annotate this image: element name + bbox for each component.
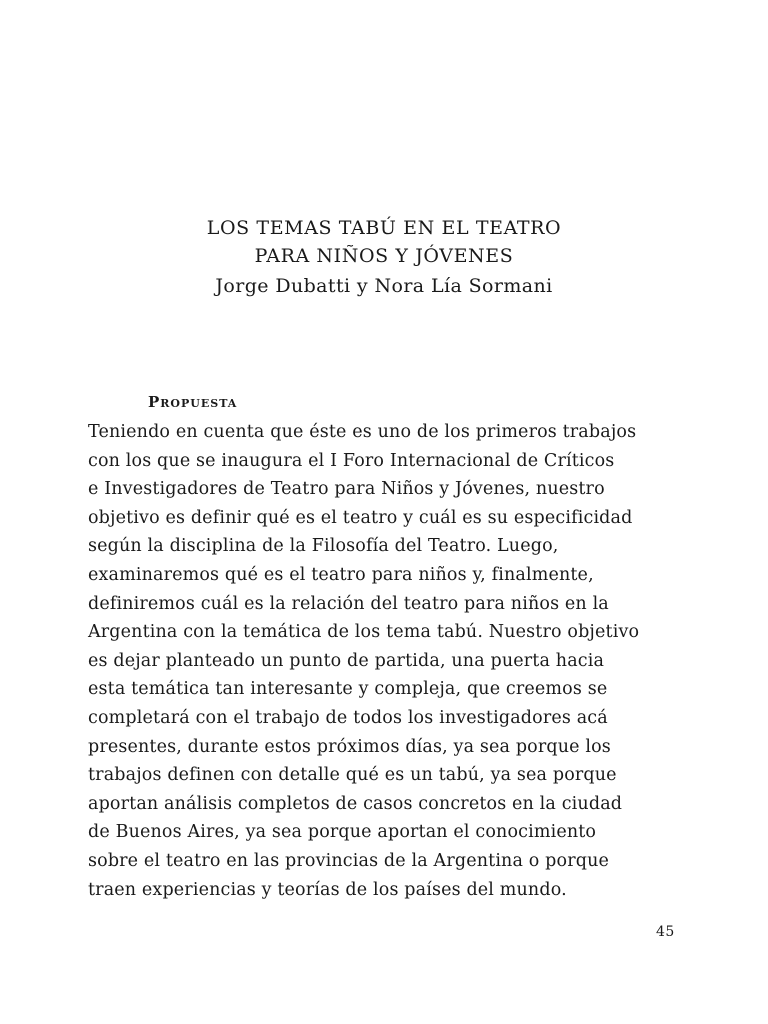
body-line: es dejar planteado un punto de partida, una puerta hacia bbox=[88, 650, 605, 671]
body-line: sobre el teatro en las provincias de la Argentina o porque bbox=[88, 850, 610, 871]
chapter-title-line-2: PARA NIÑOS Y JÓVENES bbox=[254, 245, 514, 267]
body-line: completará con el trabajo de todos los investigadores acá bbox=[88, 707, 608, 728]
body-line: aportan análisis completos de casos concretos en la ciudad bbox=[88, 793, 623, 814]
body-line: esta temática tan interesante y compleja, que creemos se bbox=[88, 679, 608, 700]
body-line: objetivo es definir qué es el teatro y cuál es su especificidad bbox=[88, 507, 633, 528]
body-line: examinaremos qué es el teatro para niños y, finalmente, bbox=[88, 564, 594, 585]
body-line: Argentina con la temática de los tema tabú. Nuestro objetivo bbox=[88, 622, 640, 643]
body-line: definiremos cuál es la relación del teatro para niños en la bbox=[88, 593, 609, 614]
page-number: 45 bbox=[656, 924, 675, 940]
chapter-title-line-1: LOS TEMAS TABÚ EN EL TEATRO bbox=[206, 217, 562, 239]
chapter-title-block bbox=[0, 214, 768, 301]
body-line: según la disciplina de la Filosofía del Teatro. Luego, bbox=[88, 536, 559, 557]
body-line: e Investigadores de Teatro para Niños y Jóvenes, nuestro bbox=[88, 479, 605, 500]
body-line: Teniendo en cuenta que éste es uno de los primeros trabajos bbox=[88, 422, 637, 442]
chapter-authors: Jorge Dubatti y Nora Lía Sormani bbox=[215, 275, 553, 297]
body-line: traen experiencias y teorías de los países del mundo. bbox=[88, 879, 567, 900]
body-line: presentes, durante estos próximos días, ya sea porque los bbox=[88, 736, 611, 757]
body-line: trabajos definen con detalle qué es un tabú, ya sea porque bbox=[88, 765, 617, 786]
body-line: con los que se inaugura el I Foro Internacional de Críticos bbox=[88, 450, 615, 471]
section-heading: Propuesta bbox=[148, 393, 238, 411]
body-paragraph bbox=[88, 418, 688, 904]
body-line: de Buenos Aires, ya sea porque aportan el conocimiento bbox=[88, 822, 597, 843]
